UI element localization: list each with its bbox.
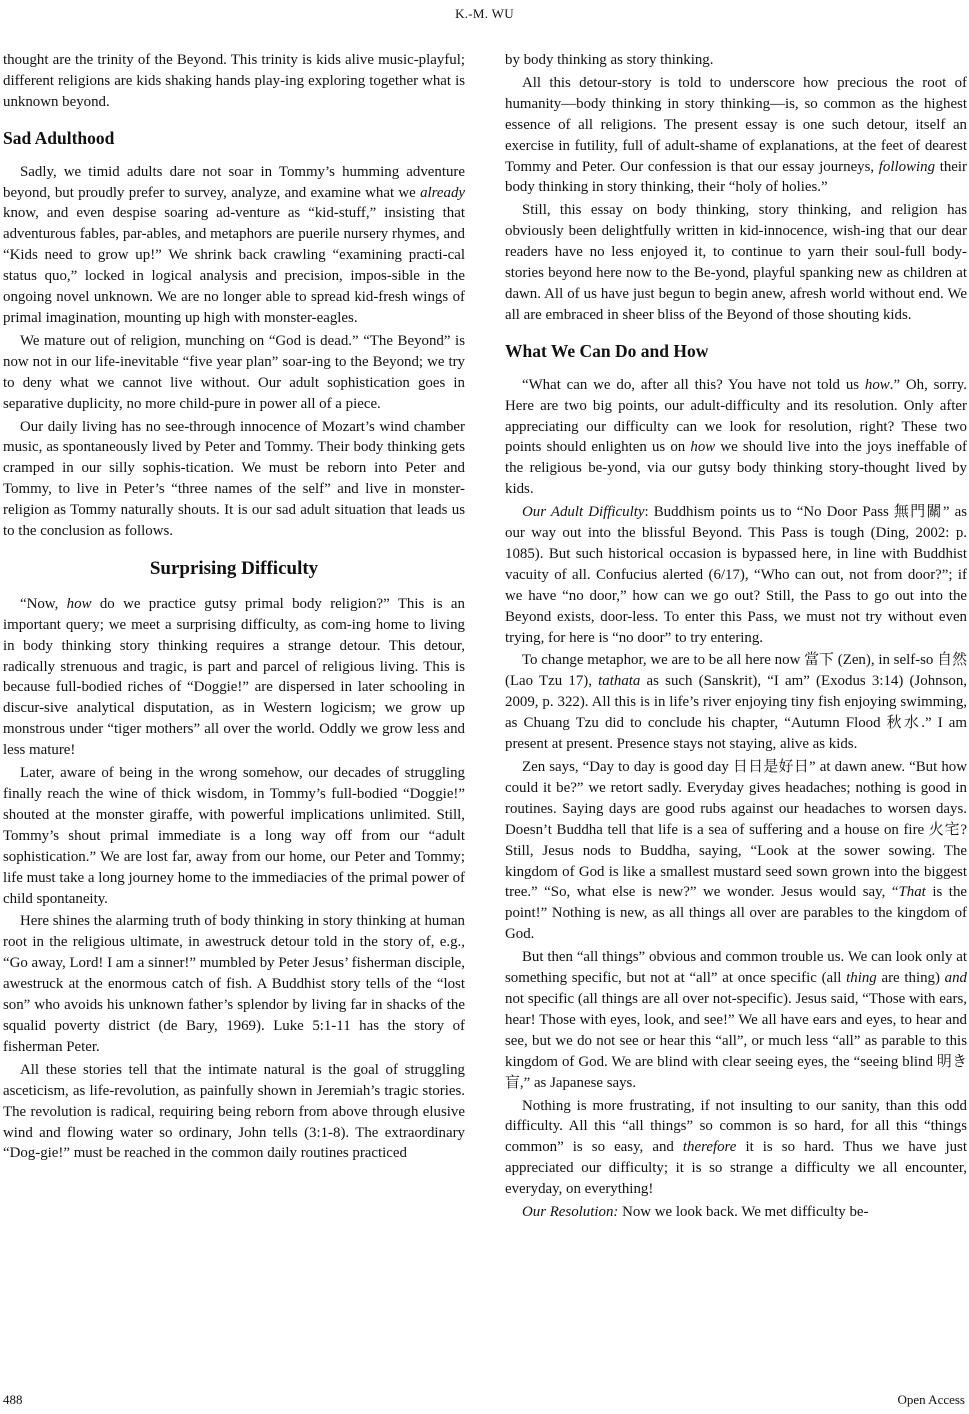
paragraph: All these stories tell that the intimate natural is the goal of struggling asceticism, as life-revolution, as painfully shown in Jeremiah’s tragic stories. The revolution is radical, requiring being reborn from above through elusive wind and flowing water so ordinary, John tells (3:1-8). The extraordinary “Dog-gie!” must be reached in the common daily routines practiced <box>3 1061 465 1162</box>
paragraph: We mature out of religion, munching on “God is dead.” “The Beyond” is now not in our life-inevitable “five year plan” soar-ing to the Beyond; we try to deny what we cannot live without. Our adult sophistication goes in separative duplicity, no more child-pure in power all of a piece. <box>3 332 465 412</box>
paragraph: “What can we do, after all this? You have not told us how.” Oh, sorry. Here are two big points, our adult-difficulty and its resolution. Only after appreciating our difficulty can we look for resolution, right? These two points should enlighten us on how we should live into the joys ineffable of the religious be-yond, via our gutsy body thinking story-thought lived by kids. <box>505 376 967 498</box>
section-heading-surprising-difficulty: Surprising Difficulty <box>149 557 319 579</box>
paragraph: thought are the trinity of the Beyond. This trinity is kids alive music-playful; different religions are kids shaking hands play-ing exploring together what is unknown beyond. <box>3 52 465 110</box>
footer-label: Open Access <box>897 1392 965 1407</box>
paragraph: Our Resolution: Now we look back. We met difficulty be- <box>522 1204 869 1221</box>
paragraph: Later, aware of being in the wrong somehow, our decades of struggling finally reach the wine of thick wisdom, in Tommy’s full-bodied “Doggie!” shouted at the monster giraffe, with powerful implications unlimited. Still, Tommy’s shout primal immediate is a long way off from our “adult sophistication.” We are lost far, away from our home, our Peter and Tommy; life must take a long journey home to the immediacies of the primal power of child spontaneity. <box>3 765 465 907</box>
running-head: K.-M. WU <box>455 6 514 21</box>
right-column <box>505 50 967 1225</box>
paragraph: Sadly, we timid adults dare not soar in Tommy’s humming adventure beyond, but proudly prefer to survey, analyze, and examine what we already know, and even despise soaring ad-venture as “kid-stuff,” insisting that adventurous fables, par-ables, and metaphors are puerile nursery rhymes, and “Kids need to grow up!” We shrink back crawling “examining practi-cal status quo,” locked in logical analysis and precision, impos-sible in the ongoing novel unknown. We are no longer able to spread kid-fresh wings of primal imagination, mounting up high with monster-eagles. <box>3 163 465 326</box>
paragraph: Here shines the alarming truth of body thinking in story thinking at human root in the religious ultimate, in awestruck detour told in the story of, e.g., “Go away, Lord! I am a sinner!” mumbled by Peter Jesus’ fisherman disciple, awestruck at the enormous catch of fish. A Buddhist story tells of the “lost son” who avoids his unknown father’s splendor by living far in shacks of the squalid poverty district (de Bary, 1969). Luke 5:1-11 has the story of fisherman Peter. <box>3 913 465 1055</box>
paragraph: Our daily living has no see-through innocence of Mozart’s wind chamber music, as spontaneously lived by Peter and Tommy. Their body thinking gets cramped in our silly sophis-tication. We must be reborn into Peter and Tommy, to live in Peter’s “three names of the self” and live in monster-religion as Tommy naturally shouts. It is our sad adult situation that leads us to the conclusion as follows. <box>3 418 465 540</box>
paragraph: All this detour-story is told to underscore how precious the root of humanity—body thinking in story thinking—is, so common as the highest essence of all religions. The present essay is one such detour, itself an exercise in futility, full of adult-shame of explanations, at the feet of dearest Tommy and Peter. Our confession is that our essay journeys, following their body thinking in story thinking, their “holy of holies.” <box>505 74 967 196</box>
paragraph: Still, this essay on body thinking, story thinking, and religion has obviously been delightfully written in kid-innocence, wish-ing that our dear readers have no less enjoyed it, to continue to yarn their soul-full body-stories beyond here now to the Be-yond, playful spanking new as children at dawn. All of us have just begun to begin anew, afresh world without end. We all are embraced in sheer bliss of the Beyond of those shouting kids. <box>505 202 967 323</box>
left-column <box>3 50 465 1166</box>
paragraph: Our Adult Difficulty: Buddhism points us to “No Door Pass 無門關” as our way out into the blissful Beyond. This Pass is tough (Ding, 2002: p. 1085). But such historical occasion is bypassed here, in line with Buddhist vacuity of all. Confucius alerted (6/17), “Who can out, not from door?”; if we have “no door,” how can we go out? Still, the Pass to go out into the Beyond exists, door-less. To enter this Pass, we must not try without even trying, for here is “no door” to try entering. <box>505 504 967 646</box>
paragraph: But then “all things” obvious and common trouble us. We can look only at something specific, but not at “all” at once specific (all thing are thing) and not specific (all things are all over not-specific). Jesus said, “Those with ears, hear! Those with eyes, look, and see!” We all have ears and eyes, to hear and see, but we do not see or hear this “all”, or much less “all” as parable to this kingdom of God. We are blind with clear seeing eyes, the “seeing blind 明き盲,” as Japanese says. <box>505 949 967 1091</box>
page-number: 488 <box>3 1392 23 1407</box>
paragraph: To change metaphor, we are to be all here now 當下 (Zen), in self-so 自然 (Lao Tzu 17), tathata as such (Sanskrit), “I am” (Exodus 3:14) (Johnson, 2009, p. 322). All this is in life’s river enjoying tiny fish enjoying swimming, as Chuang Tzu did to conclude his chapter, “Autumn Flood 秋水.” I am present at present. Presence stays not staying, alive as kids. <box>505 652 968 753</box>
paragraph: Zen says, “Day to day is good day 日日是好日” at dawn anew. “But how could it be?” we retort sadly. Everyday gives headaches; nothing is good in routines. Saying days are good rubs against our headaches to worsen days. Doesn’t Buddha tell that life is a sea of suffering and a house on fire 火宅? Still, Jesus nods to Buddha, saying, “Look at the sower sowing. The kingdom of God is like a smallest mustard seed sown grown into the biggest tree.” “So, what else is new?” we wonder. Jesus would say, “That is the point!” Nothing is new, as all things all over are parables to the kingdom of God. <box>505 759 967 943</box>
paragraph: Nothing is more frustrating, if not insulting to our sanity, than this odd difficulty. All this “all things” so common is so hard, for all this “things common” is so easy, and therefore it is so hard. Thus we have just appreciated our difficulty; it is so strange a difficulty we all encounter, everyday, on everything! <box>505 1097 967 1198</box>
paragraph: “Now, how do we practice gutsy primal body religion?” This is an important query; we meet a surprising difficulty, as com-ing home to living in body thinking story thinking requires a strange detour. This detour, radically strenuous and tragic, is part and parcel of religious living. This is because full-bodied riches of “Doggie!” are dispersed in later schooling in discur-sive analytical disputation, as in Western logicism; we grow up monstrous under “tiger mothers” all over the world. Oddly we grow less and less mature! <box>3 595 465 759</box>
section-heading-what-we-can-do: What We Can Do and How <box>505 340 709 361</box>
section-heading-sad-adulthood: Sad Adulthood <box>3 127 115 148</box>
paragraph: by body thinking as story thinking. <box>505 52 714 68</box>
